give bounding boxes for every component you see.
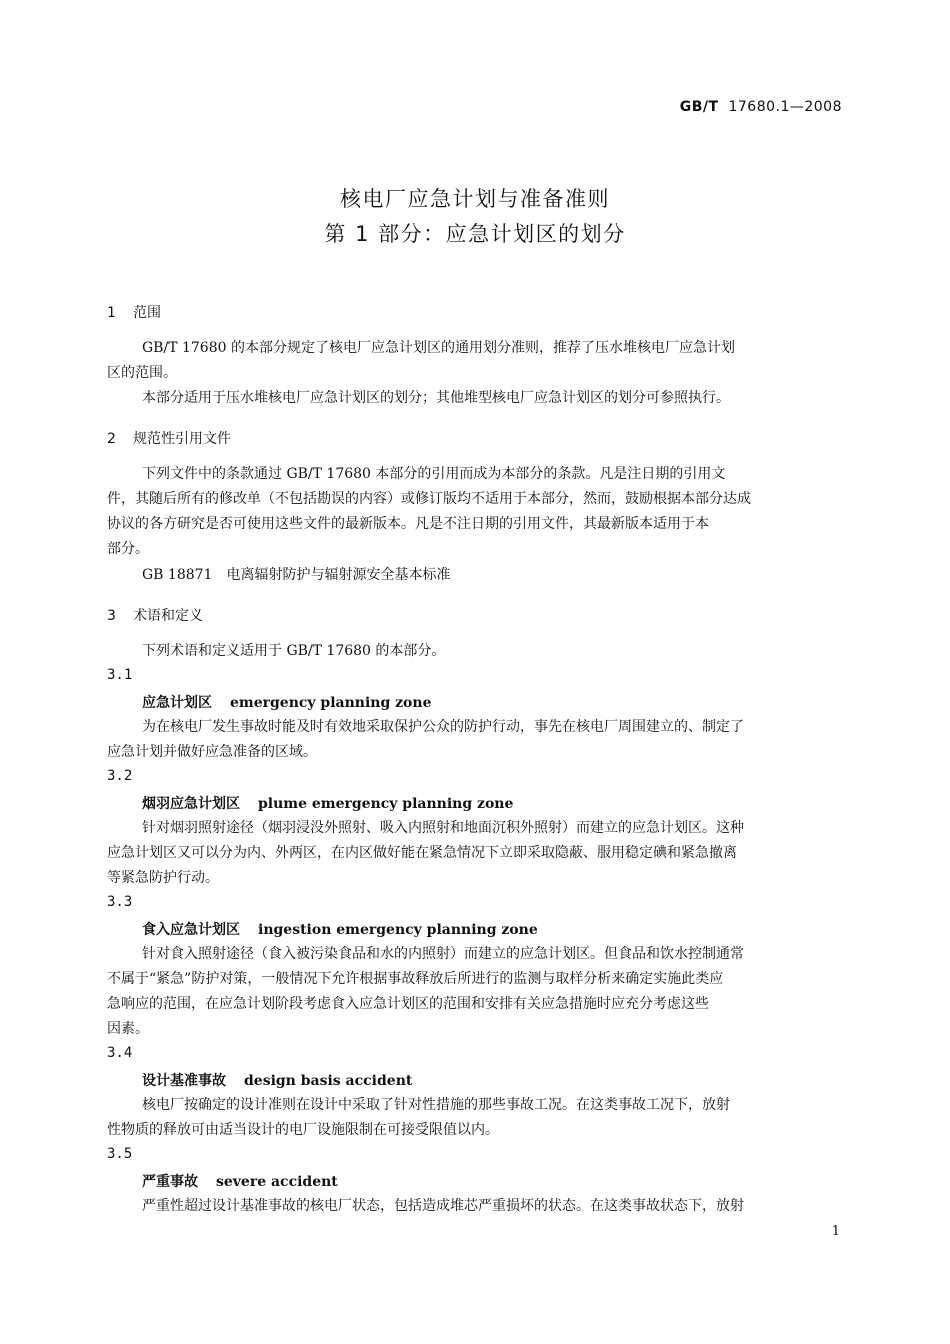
term-heading <box>107 1070 879 1090</box>
term-number: 3.5 <box>107 1146 133 1162</box>
section-1-heading <box>107 302 844 322</box>
section-number: 1 <box>107 305 116 321</box>
term-definition-line: 针对烟羽照射途径（烟羽浸没外照射、吸入内照射和地面沉积外照射）而建立的应急计划区。这种 <box>142 820 744 836</box>
term-number: 3.2 <box>107 768 133 784</box>
section-number: 3 <box>107 608 116 624</box>
term-definition-line: 应急计划区又可以分为内、外两区，在内区做好能在紧急情况下立即采取隐蔽、服用稳定碘和紧急撤离 <box>107 845 737 861</box>
term-heading <box>107 919 879 939</box>
term-definition-line: 核电厂按确定的设计准则在设计中采取了针对性措施的那些事故工况。在这类事故工况下，放射 <box>142 1097 730 1113</box>
term-zh: 食入应急计划区 <box>142 922 240 938</box>
section-2-paragraph-line-4: 部分。 <box>107 541 149 557</box>
document-subtitle: 第 1 部分：应急计划区的划分 <box>324 222 626 246</box>
term-heading <box>107 692 879 712</box>
standard-number <box>680 99 842 115</box>
term-definition-line: 等紧急防护行动。 <box>107 870 219 886</box>
term-zh: 应急计划区 <box>142 695 212 711</box>
term-number: 3.1 <box>107 667 133 683</box>
term-zh: 严重事故 <box>142 1174 198 1190</box>
term-definition-line: 不属于“紧急”防护对策，一般情况下允许根据事故释放后所进行的监测与取样分析来确定实施此类应 <box>107 971 724 987</box>
term-en: design basis accident <box>244 1073 413 1089</box>
standard-prefix: GB/T <box>679 99 719 115</box>
section-title: 范围 <box>133 305 161 321</box>
term-number: 3.3 <box>107 894 133 910</box>
section-title: 术语和定义 <box>133 608 203 624</box>
term-definition-line: 因素。 <box>107 1021 149 1037</box>
term-definition-line: 性物质的释放可由适当设计的电厂设施限制在可接受限值以内。 <box>107 1122 499 1138</box>
section-3-intro: 下列术语和定义适用于 GB/T 17680 的本部分。 <box>142 643 446 659</box>
term-en: plume emergency planning zone <box>258 796 514 812</box>
section-title: 规范性引用文件 <box>133 431 231 447</box>
section-1-paragraph-1-line-1: GB/T 17680 的本部分规定了核电厂应急计划区的通用划分准则，推荐了压水堆核电厂应急计划 <box>142 340 735 356</box>
section-2-paragraph-line-2: 件，其随后所有的修改单（不包括勘误的内容）或修订版均不适用于本部分，然而，鼓励根据本部分达成 <box>107 491 751 507</box>
section-2-heading <box>107 428 844 448</box>
section-2-paragraph-line-1: 下列文件中的条款通过 GB/T 17680 本部分的引用而成为本部分的条款。凡是注日期的引用文 <box>142 466 726 482</box>
document-title: 核电厂应急计划与准备准则 <box>340 187 610 211</box>
term-zh: 设计基准事故 <box>142 1073 226 1089</box>
standard-code: 17680.1—2008 <box>728 99 842 115</box>
section-number: 2 <box>107 431 116 447</box>
term-definition-line: 应急计划并做好应急准备的区域。 <box>107 744 317 760</box>
section-3-heading <box>107 605 844 625</box>
term-definition-line: 针对食入照射途径（食入被污染食品和水的内照射）而建立的应急计划区。但食品和饮水控制通常 <box>142 946 744 962</box>
section-2-paragraph-line-3: 协议的各方研究是否可使用这些文件的最新版本。凡是不注日期的引用文件，其最新版本适用于本 <box>107 516 709 532</box>
normative-reference: GB 18871 电离辐射防护与辐射源安全基本标准 <box>142 567 451 583</box>
term-en: emergency planning zone <box>230 695 432 711</box>
term-heading <box>107 793 879 813</box>
term-heading <box>107 1171 879 1191</box>
term-en: severe accident <box>216 1174 338 1190</box>
term-definition-line: 急响应的范围，在应急计划阶段考虑食入应急计划区的范围和安排有关应急措施时应充分考虑这些 <box>107 996 709 1012</box>
page-number: 1 <box>831 1224 840 1239</box>
term-definition-line: 为在核电厂发生事故时能及时有效地采取保护公众的防护行动，事先在核电厂周围建立的、制定了 <box>142 719 744 735</box>
term-zh: 烟羽应急计划区 <box>142 796 240 812</box>
term-definition-line: 严重性超过设计基准事故的核电厂状态，包括造成堆芯严重损坏的状态。在这类事故状态下，放射 <box>142 1198 744 1214</box>
section-1-paragraph-2: 本部分适用于压水堆核电厂应急计划区的划分；其他堆型核电厂应急计划区的划分可参照执行。 <box>142 390 730 406</box>
section-1-paragraph-1-line-2: 区的范围。 <box>107 365 177 381</box>
term-number: 3.4 <box>107 1045 133 1061</box>
term-en: ingestion emergency planning zone <box>258 922 538 938</box>
